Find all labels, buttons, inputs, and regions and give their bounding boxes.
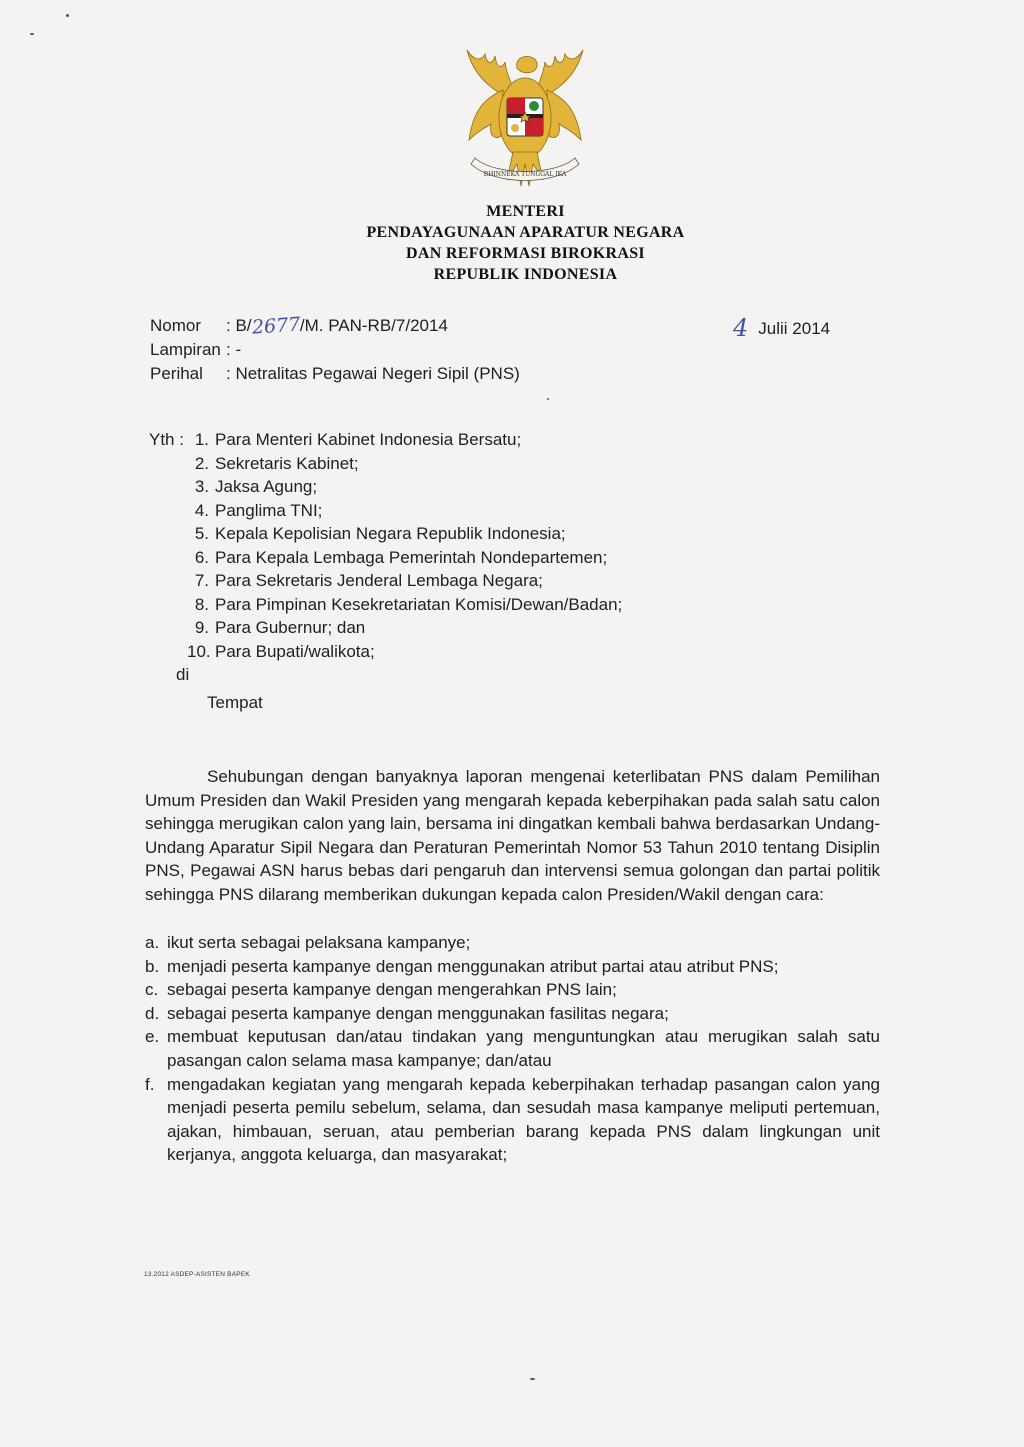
addressee-text: Panglima TNI; bbox=[215, 500, 323, 520]
addressee-list bbox=[149, 428, 622, 714]
addressee-number: 1. bbox=[194, 430, 209, 449]
footer-code: 13.2012 ASDEP-ASISTEN BAPEK bbox=[144, 1271, 250, 1278]
emblem-motto: BHINNEKA TUNGGAL IKA bbox=[483, 171, 567, 178]
list-letter: a. bbox=[145, 933, 160, 952]
lampiran-value: : - bbox=[226, 340, 242, 359]
addressee-number: 3. bbox=[194, 477, 209, 496]
list-letter: e. bbox=[145, 1027, 160, 1047]
list-item bbox=[145, 1073, 880, 1167]
letter-date bbox=[733, 314, 830, 342]
nomor-label: Nomor bbox=[150, 316, 202, 335]
addressee-text: Para Pimpinan Kesekretariatan Komisi/Dewan/Badan; bbox=[215, 594, 623, 614]
letterhead-line-4: REPUBLIK INDONESIA bbox=[433, 266, 618, 283]
addressee-text: Jaksa Agung; bbox=[215, 477, 318, 496]
scan-speck bbox=[66, 14, 69, 17]
addressee-text: Para Menteri Kabinet Indonesia Bersatu; bbox=[215, 430, 522, 449]
list-text: sebagai peserta kampanye dengan mengerahkan PNS lain; bbox=[167, 980, 617, 1000]
addressee-prefix: Yth : bbox=[149, 430, 184, 449]
date-month-year: Julii 2014 bbox=[758, 319, 831, 338]
addressee-text: Kepala Kepolisian Negara Republik Indonesia; bbox=[215, 524, 566, 543]
addressee-di: di bbox=[176, 665, 190, 684]
list-item bbox=[145, 978, 880, 1002]
scan-speck bbox=[30, 33, 34, 35]
list-text: sebagai peserta kampanye dengan menggunakan fasilitas negara; bbox=[167, 1003, 669, 1023]
nomor-prefix: : B/ bbox=[226, 316, 252, 335]
addressee-text: Para Sekretaris Jenderal Lembaga Negara; bbox=[215, 571, 543, 590]
body-paragraph: Sehubungan dengan banyaknya laporan mengenai keterlibatan PNS dalam Pemilihan Umum Presiden dan Wakil Presiden yang mengarah kepada keberpihakan pada salah satu calon sehingga merugikan calon yang lain, bersama ini dingatkan kembali bahwa berdasarkan Undang-Undang Aparatur Sipil Negara dan Peraturan Pemerintah Nomor 53 Tahun 2010 tentang Disiplin PNS, Pegawai ASN harus bebas dari pengaruh dan intervensi semua golongan dan partai politik sehingga PNS dilarang memberikan dukungan kepada calon Presiden/Wakil dengan cara: bbox=[145, 767, 880, 904]
list-item bbox=[145, 955, 880, 979]
nomor-suffix: /M. PAN-RB/7/2014 bbox=[299, 316, 448, 335]
letterhead-line-1: MENTERI bbox=[486, 203, 565, 220]
prohibition-list bbox=[145, 931, 880, 1167]
addressee-number: 6. bbox=[194, 547, 209, 567]
perihal-label: Perihal bbox=[150, 364, 203, 383]
list-text: membuat keputusan dan/atau tindakan yang menguntungkan atau merugikan salah satu pasangan calon selama masa kampanye; dan/atau bbox=[167, 1027, 880, 1070]
lampiran-label: Lampiran bbox=[150, 340, 221, 359]
letterhead-heading bbox=[0, 201, 1024, 285]
addressee-number: 7. bbox=[194, 571, 209, 590]
addressee-text: Para Gubernur; dan bbox=[215, 618, 366, 637]
list-text: mengadakan kegiatan yang mengarah kepada keberpihakan terhadap pasangan calon yang menjadi peserta pemilu sebelum, selama, dan sesudah masa kampanye meliputi pertemuan, ajakan, himbauan, seruan, atau pemberian barang kepada PNS dalam lingkungan unit kerjanya, anggota keluarga, dan masyarakat; bbox=[167, 1074, 880, 1165]
addressee-number: 2. bbox=[194, 453, 209, 473]
letter-meta bbox=[150, 314, 520, 386]
addressee-number: 8. bbox=[194, 594, 209, 614]
addressee-number: 5. bbox=[194, 524, 209, 543]
scan-speck bbox=[530, 1378, 535, 1380]
addressee-number: 9. bbox=[194, 618, 209, 637]
letterhead-line-2: PENDAYAGUNAAN APARATUR NEGARA bbox=[366, 224, 685, 241]
garuda-emblem-icon bbox=[455, 40, 595, 200]
nomor-handwritten: 2677 bbox=[250, 313, 301, 339]
list-text: ikut serta sebagai pelaksana kampanye; bbox=[167, 933, 471, 952]
letter-body bbox=[145, 765, 880, 907]
scan-speck bbox=[547, 398, 549, 400]
perihal-value: : Netralitas Pegawai Negeri Sipil (PNS) bbox=[226, 364, 520, 383]
list-item bbox=[145, 1002, 880, 1026]
letterhead-line-3: DAN REFORMASI BIROKRASI bbox=[406, 245, 645, 262]
list-letter: d. bbox=[145, 1003, 160, 1023]
list-item bbox=[145, 1025, 880, 1072]
list-letter: b. bbox=[145, 956, 160, 976]
addressee-number: 4. bbox=[194, 500, 209, 520]
addressee-text: Para Bupati/walikota; bbox=[215, 641, 375, 661]
addressee-text: Para Kepala Lembaga Pemerintah Nondepartemen; bbox=[215, 547, 608, 567]
list-item bbox=[145, 931, 880, 955]
addressee-number: 10. bbox=[187, 641, 211, 661]
addressee-text: Sekretaris Kabinet; bbox=[215, 453, 359, 473]
list-text: menjadi peserta kampanye dengan menggunakan atribut partai atau atribut PNS; bbox=[167, 956, 779, 976]
addressee-tempat: Tempat bbox=[207, 692, 263, 712]
list-letter: f. bbox=[145, 1074, 155, 1094]
list-letter: c. bbox=[145, 980, 159, 1000]
date-day-handwritten: 4 bbox=[733, 314, 749, 342]
